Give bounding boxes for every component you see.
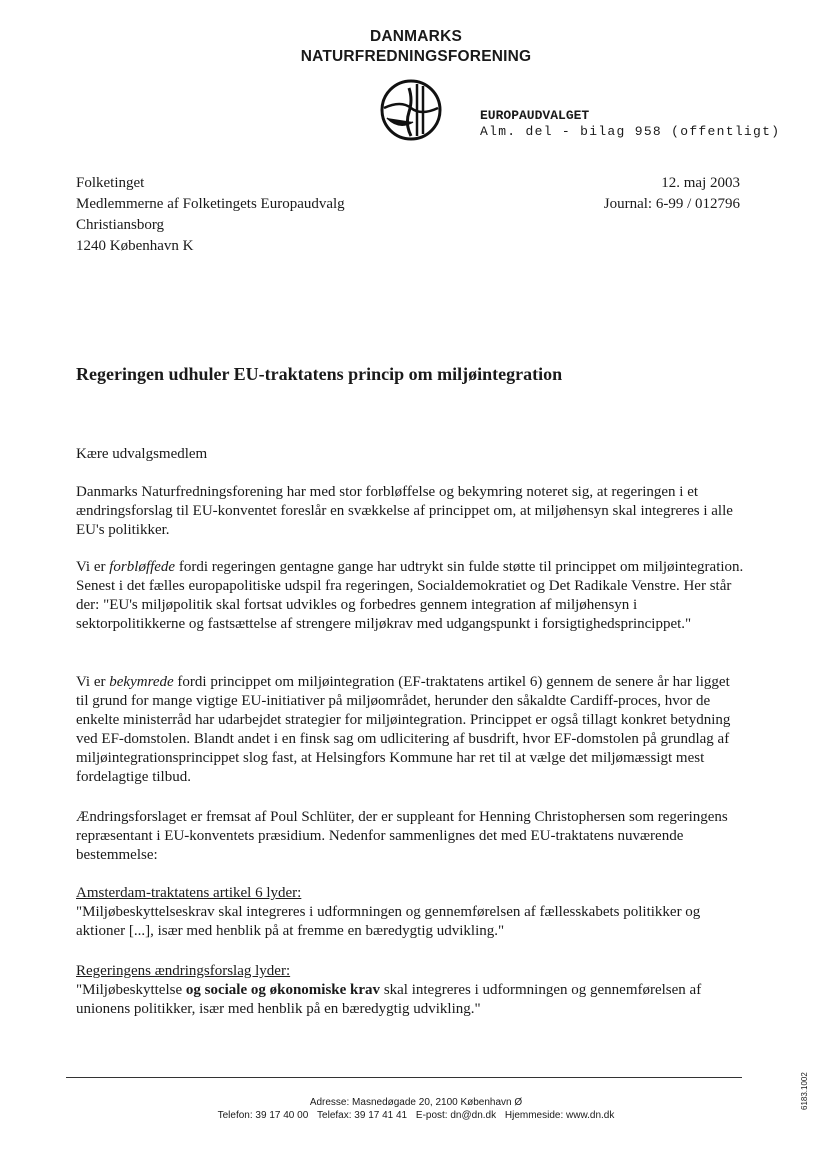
footer-email: E-post: dn@dn.dk (415, 1110, 497, 1121)
p2-emphasis: forbløffede (109, 559, 176, 575)
salutation: Kære udvalgsmedlem (76, 446, 208, 462)
amsterdam-section (76, 884, 744, 941)
footer-contacts (0, 1109, 832, 1122)
recipient-line: 1240 København K (76, 238, 194, 254)
paragraph-4-text: Ændringsforslaget er fremsat af Poul Schlüter, der er suppleant for Henning Christophersen som regeringens repræsentant i EU-konventets præsidium. Nedenfor sammenlignes det med EU-traktatens nuværende bestemmelse: (76, 809, 728, 863)
footer-web: Hjemmeside: www.dn.dk (504, 1110, 615, 1121)
proposal-quote-lead: "Miljøbeskyttelse (76, 982, 186, 998)
recipient-line: Folketinget (76, 175, 145, 191)
footer-divider (66, 1077, 742, 1078)
footer-address: Adresse: Masnedøgade 20, 2100 København Ø (309, 1097, 523, 1108)
dn-logo-icon (379, 78, 443, 142)
proposal-quote-rest: skal integreres i udformningen og gennemførelsen af unionens politikker, især med henblik på en bæredygtig udvikling." (76, 982, 702, 1017)
footer-phone: Telefon: 39 17 40 00 (217, 1110, 309, 1121)
letterhead-line2: NATURFREDNINGSFORENING (300, 48, 532, 65)
p2-rest: fordi regeringen gentagne gange har udtrykt sin fulde støtte til princippet om miljøintegration. Senest i det fælles europapolitiske udspil fra regeringen, Socialdemokratiet og Det Radikale Venstre. Her står der: "EU's miljøpolitik skal fortsat udvikles og forbedres gennem integration af miljøhensyn i sektorpolitikkerne og fastsættelse af strengere miljøkrav med udgangspunkt i forsigtighedsprincippet." (76, 559, 744, 632)
paragraph-1 (76, 483, 744, 540)
journal-number: Journal: 6-99 / 012796 (603, 196, 740, 212)
paragraph-1-text: Danmarks Naturfredningsforening har med stor forbløffelse og bekymring noteret sig, at regeringen i et ændringsforslag til EU-konventet foreslår en svækkelse af princippet om, at miljøhensyn skal integreres i alle EU's politikker. (76, 484, 733, 538)
paragraph-3 (76, 673, 744, 787)
paragraph-2 (76, 558, 744, 634)
p3-emphasis: bekymrede (109, 674, 174, 690)
proposal-heading: Regeringens ændringsforslag lyder: (76, 963, 291, 979)
recipient-line: Christiansborg (76, 217, 165, 233)
p3-lead: Vi er (76, 674, 110, 690)
amsterdam-quote: "Miljøbeskyttelseskrav skal integreres i udformningen og gennemførelsen af fællesskabets politikker og aktioner [...], især med henblik på at fremme en bæredygtig udvikling." (76, 904, 701, 939)
recipient-block (76, 173, 345, 257)
headline: Regeringen udhuler EU-traktatens princip om miljøintegration (76, 364, 563, 384)
footer-fax: Telefax: 39 17 41 41 (317, 1110, 408, 1121)
side-code: 6183.1002 (800, 1072, 809, 1110)
proposal-quote-bold: og sociale og økonomiske krav (185, 982, 381, 998)
p3-rest: fordi princippet om miljøintegration (EF-traktatens artikel 6) gennem de senere år har ligget til grund for mange vigtige EU-initiativer på miljøområdet, herunder den såkaldte Cardiff-proces, hvor de enkelte ministerråd har udarbejdet strategier for miljøintegration. Princippet er også tillagt konkret betydning ved EF-domstolen. Blandt andet i en finsk sag om udlicitering af busdrift, hvor EF-domstolen på grundlag af miljøintegrationsprincippet slog fast, at Helsingfors Kommune har ret til at vælge det miljømæssigt mest fordelagtige tilbud. (76, 674, 731, 785)
letter-meta (604, 173, 740, 215)
amsterdam-heading: Amsterdam-traktatens artikel 6 lyder: (76, 885, 302, 901)
paragraph-4 (76, 808, 744, 865)
recipient-line: Medlemmerne af Folketingets Europaudvalg (76, 196, 345, 212)
stamp-line1: EUROPAUDVALGET (480, 108, 590, 123)
stamp-line2: Alm. del - bilag 958 (offentligt) (480, 124, 781, 139)
proposal-section (76, 962, 744, 1019)
letter-date: 12. maj 2003 (661, 175, 740, 191)
p2-lead: Vi er (76, 559, 110, 575)
letterhead-line1: DANMARKS (369, 28, 462, 45)
